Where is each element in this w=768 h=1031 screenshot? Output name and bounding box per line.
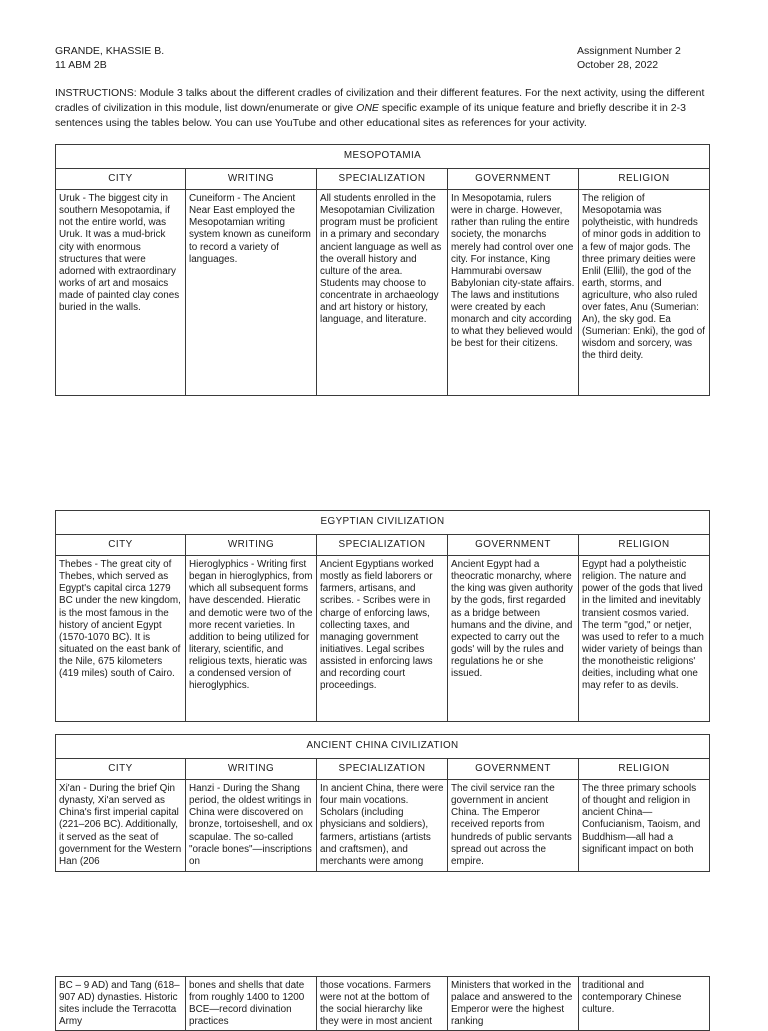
china-table xyxy=(55,734,710,872)
table-title: MESOPOTAMIA xyxy=(56,145,710,169)
china-table-continued xyxy=(55,976,710,1031)
column-header-specialization: SPECIALIZATION xyxy=(317,535,448,556)
column-header-religion: RELIGION xyxy=(579,759,710,780)
egypt-table xyxy=(55,510,710,722)
instructions-text-end: specific example of its unique feature and briefly describe it in 2-3 sentences using the tables below. You can use YouTube and other educational sites as references for your activity. xyxy=(55,102,686,129)
table-row xyxy=(56,977,710,1031)
religion-cell: traditional and contemporary Chinese culture. xyxy=(579,977,710,1031)
column-header-government: GOVERNMENT xyxy=(448,169,579,190)
table-row xyxy=(56,780,710,872)
column-header-city: CITY xyxy=(56,759,186,780)
column-header-specialization: SPECIALIZATION xyxy=(317,759,448,780)
table-row xyxy=(56,556,710,722)
column-header-writing: WRITING xyxy=(186,169,317,190)
writing-cell: Hanzi - During the Shang period, the oldest writings in China were discovered on bronze, tortoiseshell, and ox scapulae. The so-called "oracle bones"—inscriptions on xyxy=(186,780,317,872)
writing-cell: bones and shells that date from roughly 1400 to 1200 BCE—record divination practices xyxy=(186,977,317,1031)
religion-cell: The three primary schools of thought and religion in ancient China—Confucianism, Taoism, and Buddhism—all had a significant impact on both xyxy=(579,780,710,872)
instructions xyxy=(55,86,715,131)
column-header-religion: RELIGION xyxy=(579,169,710,190)
table-title: EGYPTIAN CIVILIZATION xyxy=(56,511,710,535)
instructions-text: INSTRUCTIONS: Module 3 talks about the different cradles of civilization and their different features. For the next activity, using the different cradles of civilization in this module, list down/enumerate or give xyxy=(55,87,705,114)
column-header-city: CITY xyxy=(56,535,186,556)
mesopotamia-table xyxy=(55,144,710,396)
government-cell: Ancient Egypt had a theocratic monarchy, where the king was given authority by the gods, first regarded as a bridge between humans and the divine, and expected to carry out the gods' will by the rules and regulations he or she issued. xyxy=(448,556,579,722)
city-cell: Uruk - The biggest city in southern Mesopotamia, if not the entire world, was Uruk. It was a mud-brick city with enormous structures that were adorned with extraordinary works of art and mosaics made of painted clay cones buried in the walls. xyxy=(56,190,186,396)
specialization-cell: In ancient China, there were four main vocations. Scholars (including physicians and soldiers), farmers, artistians (artists and craftsmen), and merchants were among xyxy=(317,780,448,872)
table-row xyxy=(56,190,710,396)
city-cell: Thebes - The great city of Thebes, which served as Egypt's capital circa 1279 BC under the new kingdom, is the most famous in the history of ancient Egypt (1570-1070 BC). It is situated on the east bank of the Nile, 675 kilometers (419 miles) south of Cairo. xyxy=(56,556,186,722)
student-info xyxy=(55,44,164,72)
column-header-government: GOVERNMENT xyxy=(448,535,579,556)
government-cell: Ministers that worked in the palace and answered to the Emperor were the highest ranking xyxy=(448,977,579,1031)
specialization-cell: those vocations. Farmers were not at the bottom of the social hierarchy like they were in most ancient xyxy=(317,977,448,1031)
assignment-number: Assignment Number 2 xyxy=(577,45,681,57)
religion-cell: Egypt had a polytheistic religion. The nature and power of the gods that lived in the limited and inevitably transient cosmos varied. The term "god," or netjer, was used to refer to a much wider variety of beings than the monotheistic religions' deities, including what one may refer to as devils. xyxy=(579,556,710,722)
table-title: ANCIENT CHINA CIVILIZATION xyxy=(56,735,710,759)
instructions-emphasis: ONE xyxy=(356,102,379,114)
column-header-religion: RELIGION xyxy=(579,535,710,556)
specialization-cell: Ancient Egyptians worked mostly as field laborers or farmers, artisans, and scribes. - Scribes were in charge of enforcing laws, collecting taxes, and managing government initiatives. Legal scribes assisted in enforcing laws and recording court proceedings. xyxy=(317,556,448,722)
religion-cell: The religion of Mesopotamia was polytheistic, with hundreds of minor gods in addition to a few of major gods. The three primary deities were Enlil (Ellil), the god of the earth, storms, and agriculture, who also ruled over fates, Anu (Sumerian: An), the sky god. Ea (Sumerian: Enki), the god of wisdom and sorcery, was the third deity. xyxy=(579,190,710,396)
government-cell: The civil service ran the government in ancient China. The Emperor received reports from hundreds of public servants spread out across the empire. xyxy=(448,780,579,872)
writing-cell: Hieroglyphics - Writing first began in hieroglyphics, from which all subsequent forms have descended. Hieratic and demotic were two of the more recent varieties. In addition to being utilized for literary, scientific, and religious texts, hieratic was a condensed version of hieroglyphics. xyxy=(186,556,317,722)
writing-cell: Cuneiform - The Ancient Near East employed the Mesopotamian writing system known as cuneiform to record a variety of languages. xyxy=(186,190,317,396)
column-header-specialization: SPECIALIZATION xyxy=(317,169,448,190)
city-cell: Xi'an - During the brief Qin dynasty, Xi'an served as China's first imperial capital (221–206 BC). Additionally, it served as the seat of government for the Western Han (206 xyxy=(56,780,186,872)
column-header-writing: WRITING xyxy=(186,535,317,556)
government-cell: In Mesopotamia, rulers were in charge. However, rather than ruling the entire society, the monarchs merely had control over one city. For instance, King Hammurabi oversaw Babylonian city-state affairs. The laws and institutions were created by each monarch and city according to what they believed would be best for their citizens. xyxy=(448,190,579,396)
column-header-city: CITY xyxy=(56,169,186,190)
city-cell: BC – 9 AD) and Tang (618–907 AD) dynasties. Historic sites include the Terracotta Army xyxy=(56,977,186,1031)
specialization-cell: All students enrolled in the Mesopotamian Civilization program must be proficient in a primary and secondary ancient language as well as the overall history and culture of the area. Students may choose to concentrate in archaeology and art history or history, language, and literature. xyxy=(317,190,448,396)
column-header-writing: WRITING xyxy=(186,759,317,780)
student-name: GRANDE, KHASSIE B. xyxy=(55,45,165,57)
assignment-info xyxy=(577,44,681,72)
assignment-date: October 28, 2022 xyxy=(577,59,659,71)
student-section: 11 ABM 2B xyxy=(55,59,107,71)
column-header-government: GOVERNMENT xyxy=(448,759,579,780)
